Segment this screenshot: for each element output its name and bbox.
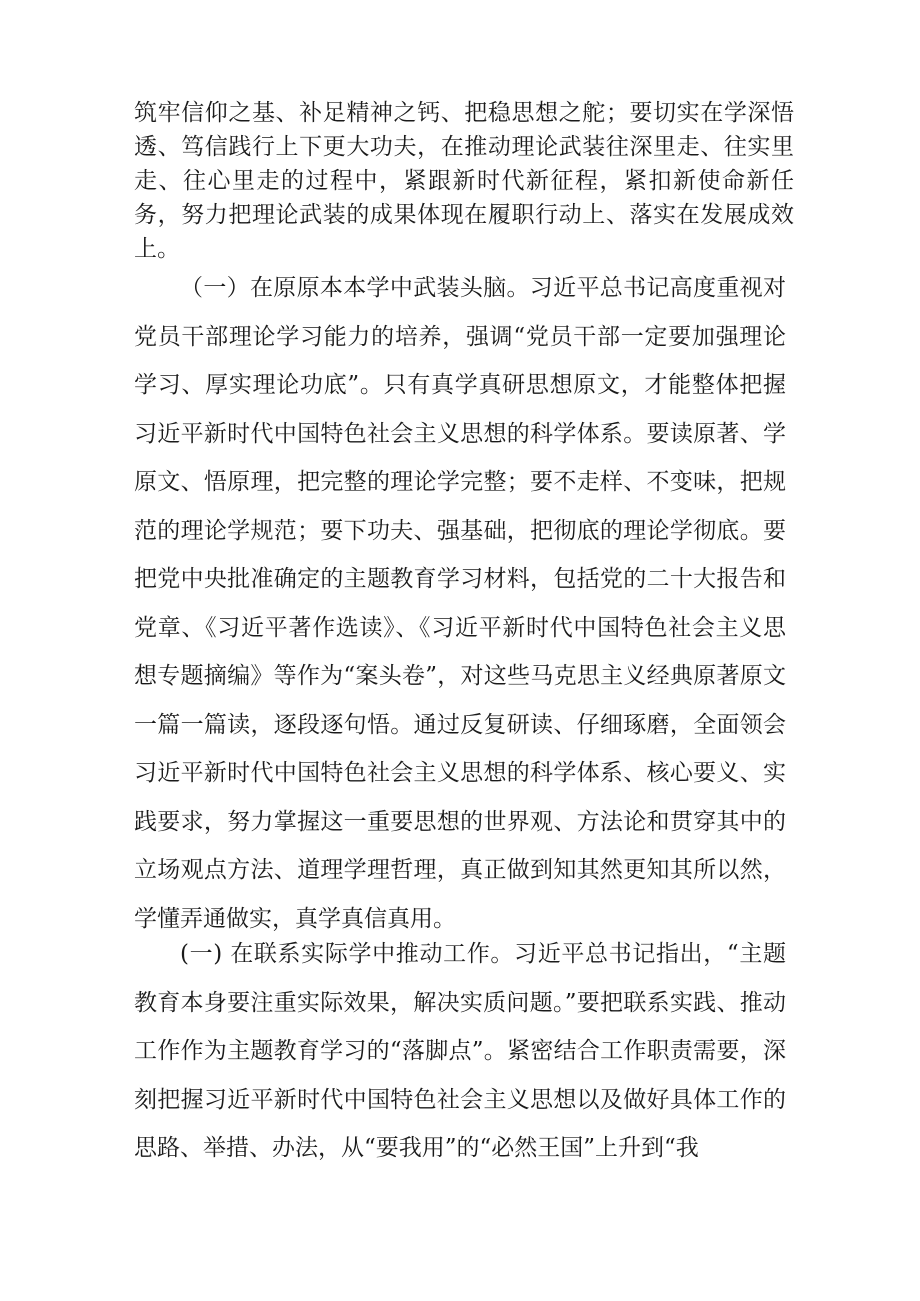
paragraph-section-study-originals: （一）在原原本本学中武装头脑。习近平总书记高度重视对党员干部理论学习能力的培养，强调“党员干部一定要加强理论学习、厚实理论功底”。只有真学真研思想原文，才能整体把握习近平新时代中国特色社会主义思想的科学体系。要读原著、学原文、悟原理，把完整的理论学完整；要不走样、不变味，把规范的理论学规范；要下功夫、强基础，把彻底的理论学彻底。要把党中央批准确定的主题教育学习材料，包括党的二十大报告和党章、《习近平著作选读》、《习近平新时代中国特色社会主义思想专题摘编》等作为“案头卷”，对这些马克思主义经典原著原文一篇一篇读，逐段逐句悟。通过反复研读、仔细琢磨，全面领会习近平新时代中国特色社会主义思想的科学体系、核心要义、实践要求，努力掌握这一重要思想的世界观、方法论和贯穿其中的立场观点方法、道理学理哲理，真正做到知其然更知其所以然，学懂弄通做实，真学真信真用。 (134, 275, 786, 932)
paragraph-continuation: 筑牢信仰之基、补足精神之钙、把稳思想之舵；要切实在学深悟透、笃信践行上下更大功夫，在推动理论武装往深里走、往实里走、往心里走的过程中，紧跟新时代新征程，紧扣新使命新任务，努力把理论武装的成果体现在履职行动上、落实在发展成效上。 (134, 100, 794, 262)
paragraph-section-practice-work: (一) 在联系实际学中推动工作。习近平总书记指出，“主题教育本身要注重实际效果，解决实质问题。”要把联系实践、推动工作作为主题教育学习的“落脚点”。紧密结合工作职责需要，深刻把握习近平新时代中国特色社会主义思想以及做好具体工作的思路、举措、办法，从“要我用”的“必然王国”上升到“我 (134, 941, 786, 1161)
